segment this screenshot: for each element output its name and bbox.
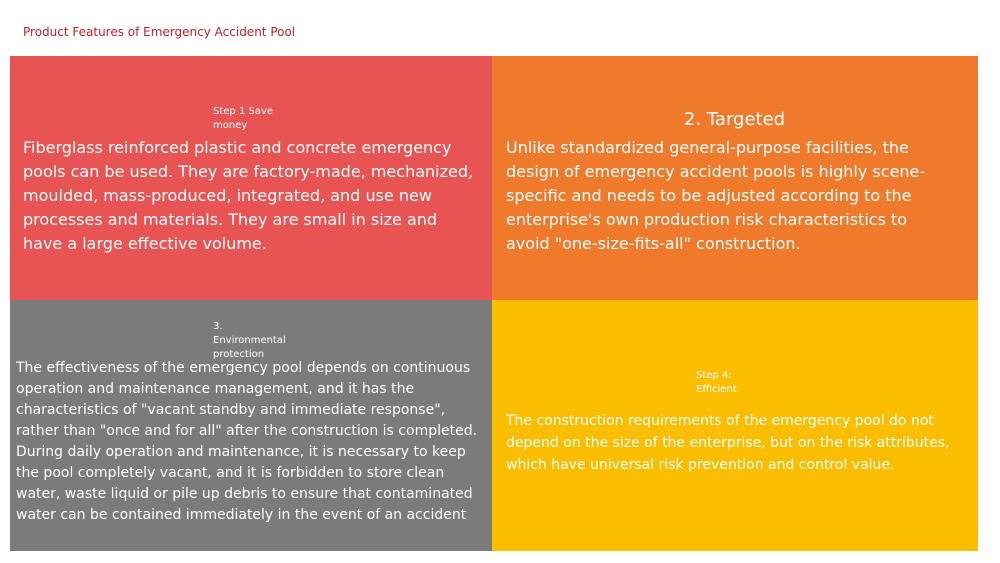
page-title: Product Features of Emergency Accident Pool — [23, 25, 296, 39]
feature-body: The effectiveness of the emergency pool depends on continuous operation and maintenance management, and it has the characteristics of "vacant standby and immediate response", rather than "once and for all" after the construction is completed. During daily operation and maintenance, it is necessary to keep the pool completely vacant, and it is forbidden to store clean water, waste liquid or pile up debris to ensure that contaminated water can be contained immediately in the event of an accident — [16, 360, 478, 523]
feature-heading: Step 4: Efficient — [696, 370, 737, 395]
feature-panel-targeted — [492, 56, 978, 300]
feature-heading: 3. Environmental protection — [213, 321, 286, 360]
feature-panel-efficient — [492, 300, 978, 551]
feature-panel-environmental-protection — [10, 300, 492, 551]
feature-body: The construction requirements of the emergency pool do not depend on the size of the enterprise, but on the risk attributes, which have universal risk prevention and control value. — [506, 413, 950, 473]
feature-panel-save-money — [10, 56, 492, 300]
feature-body: Fiberglass reinforced plastic and concrete emergency pools can be used. They are factory-made, mechanized, moulded, mass-produced, integrated, and use new processes and materials. They are small in size and have a large effective volume. — [23, 138, 474, 253]
feature-heading: 2. Targeted — [684, 109, 786, 130]
feature-body: Unlike standardized general-purpose facilities, the design of emergency accident pools is highly scene-specific and needs to be adjusted according to the enterprise's own production risk characteristics to avoid "one-size-fits-all" construction. — [506, 138, 926, 253]
feature-heading: Step 1 Save money — [213, 106, 274, 131]
